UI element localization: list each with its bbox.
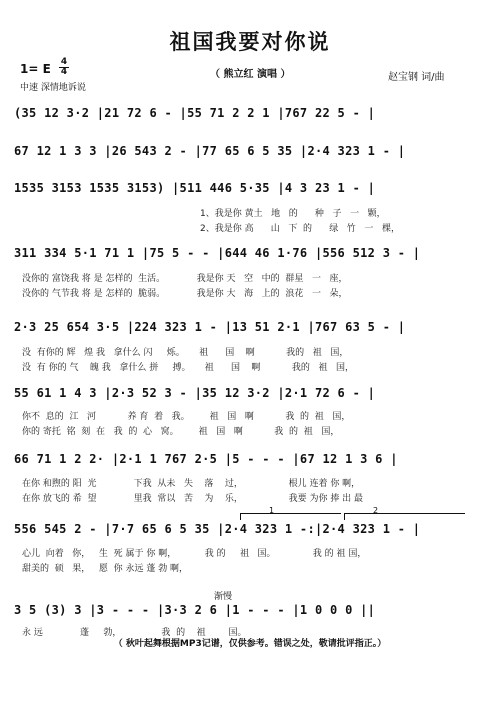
notation-row-4: 311 334 5·1 71 1 |75 5 - - |644 46 1·76 |556 512 3 - | [14, 246, 421, 260]
notation-row-3: 1535 3153 1535 3153) |511 446 5·35 |4 3 23 1 - | [14, 181, 376, 195]
footnote: （ 秋叶起舞根据MP3记谱，仅供参考。错误之处，敬请批评指正。） [113, 639, 387, 649]
singer-credit: （ 熊立红 演唱 ） [210, 69, 291, 80]
first-ending [240, 506, 341, 520]
second-ending [344, 506, 465, 520]
tempo-marking: 中速 深情地诉说 [20, 83, 86, 93]
ritardando-mark: 渐慢 [214, 592, 233, 602]
lyric-line-9: 在你 和煦的 阳 光 下我 从未 失 落 过， 根儿 连着 你 啊， [22, 479, 361, 489]
lyric-line-7: 你不 息的 江 河 养 育 着 我。 祖 国 啊 我 的 祖 国， [22, 412, 351, 422]
lyric-line-6: 没 有 你的 气 魄 我 拿什么 拼 搏。 祖 国 啊 我的 祖 国， [22, 363, 355, 373]
notation-row-2: 67 12 1 3 3 |26 543 2 - |77 65 6 5 35 |2·4 323 1 - | [14, 144, 406, 158]
notation-row-7: 66 71 1 2 2· |2·1 1 767 2·5 |5 - - - |67 12 1 3 6 | [14, 452, 398, 466]
lyric-line-2: 2、我是你 高 山 下 的 绿 竹 一 棵， [200, 224, 400, 234]
meter-top: 4 [60, 57, 68, 67]
lyric-line-3: 没你的 富饶我 将 是 怎样的 生活。 我是你 天 空 中的 群星 一 座， [22, 274, 348, 284]
first-ending-label: 1 [269, 506, 275, 515]
lyric-line-5: 没 有你的 辉 煌 我 拿什么 闪 烁。 祖 国 啊 我的 祖 国， [22, 348, 349, 358]
lyric-line-13: 永 远 蓬 勃， 我 的 祖 国。 [22, 628, 247, 638]
time-signature [59, 58, 69, 77]
lyric-line-11: 心儿 向着 你， 生 死 属于 你 啊， 我 的 祖 国。 我 的 祖 国， [22, 549, 367, 559]
lyric-line-4: 没你的 气节我 将 是 怎样的 脆弱。 我是你 大 海 上的 浪花 一 朵， [22, 289, 348, 299]
notation-row-1: (35 12 3·2 |21 72 6 - |55 71 2 2 1 |767 22 5 - | [14, 106, 376, 120]
lyric-line-12: 甜美的 硕 果， 愿 你 永远 蓬 勃 啊， [22, 564, 189, 574]
lyric-line-8: 你的 寄托 铭 刻 在 我 的 心 窝。 祖 国 啊 我 的 祖 国， [22, 427, 340, 437]
meter-bottom: 4 [60, 67, 68, 77]
second-ending-label: 2 [373, 506, 379, 515]
composer-credit: 赵宝钢 词/曲 [388, 72, 445, 83]
notation-row-6: 55 61 1 4 3 |2·3 52 3 - |35 12 3·2 |2·1 72 6 - | [14, 386, 376, 400]
notation-row-5: 2·3 25 654 3·5 |224 323 1 - |13 51 2·1 |767 63 5 - | [14, 320, 406, 334]
key-signature: 1= E [20, 62, 51, 76]
notation-row-8: 556 545 2 - |7·7 65 6 5 35 |2·4 323 1 -:|2·4 323 1 - | [14, 522, 421, 536]
song-title: 祖国我要对你说 [169, 30, 331, 54]
notation-row-9: 3 5 (3) 3 |3 - - - |3·3 2 6 |1 - - - |1 0 0 0 || [14, 603, 376, 617]
lyric-line-1: 1、我是你 黄土 地 的 种 子 一 颗， [200, 209, 386, 219]
lyric-line-10: 在你 放飞的 希 望 里我 常以 苦 为 乐， 我要 为你 捧 出 最 [22, 494, 364, 504]
